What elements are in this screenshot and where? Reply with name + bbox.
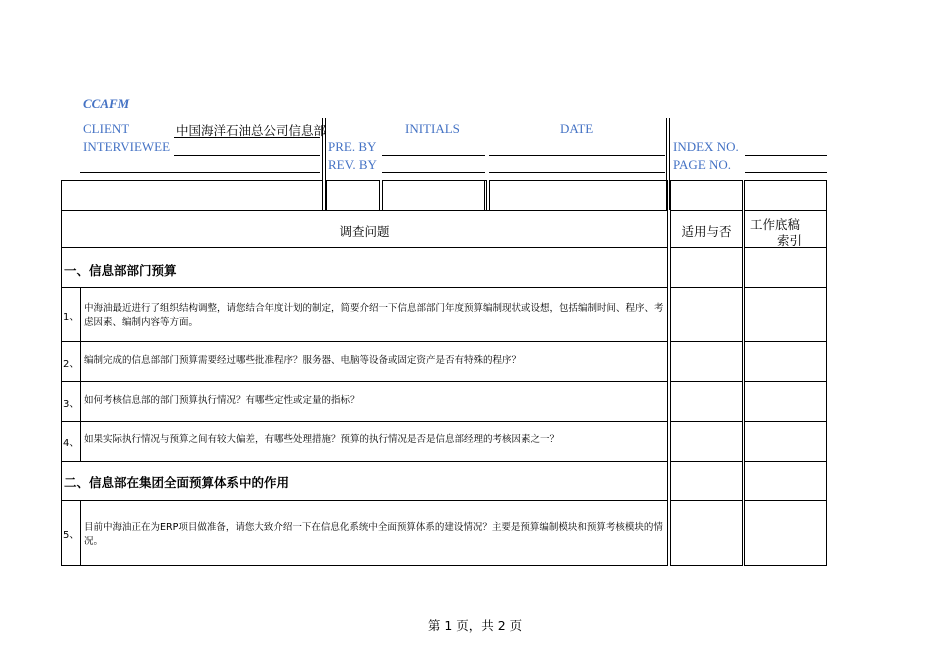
row-number: 3、 — [63, 399, 80, 410]
row-number-cell — [61, 287, 81, 342]
reference-cell[interactable] — [744, 247, 827, 288]
table-row — [80, 287, 668, 342]
rev-initials-line — [382, 172, 485, 173]
table-row — [80, 500, 668, 566]
index-line — [745, 155, 827, 156]
reference-header-cell — [744, 210, 827, 248]
applicable-column-title: 适用与否 — [681, 224, 732, 239]
blank-cell — [744, 180, 827, 211]
table-row — [80, 381, 668, 422]
interviewee-underline-2 — [80, 172, 320, 173]
question-header-cell — [61, 210, 668, 248]
prep-date-line — [489, 155, 665, 156]
page-line — [745, 172, 827, 173]
row-number-cell — [61, 421, 81, 462]
applicable-cell[interactable] — [670, 247, 743, 288]
client-label: CLIENT — [83, 121, 130, 136]
row-number-cell — [61, 341, 81, 382]
reference-cell[interactable] — [744, 341, 827, 382]
row-number: 2、 — [63, 359, 80, 370]
applicable-cell[interactable] — [670, 421, 743, 462]
table-row — [80, 341, 668, 382]
rev-date-line — [489, 172, 665, 173]
row-number-cell — [61, 381, 81, 422]
question-column-title: 调查问题 — [339, 224, 390, 239]
section-title-1: 一、信息部部门预算 — [64, 263, 177, 278]
question-text: 目前中海油正在为ERP项目做准备，请您大致介绍一下在信息化系统中全面预算体系的建设情况？主要是预算编制模块和预算考核模块的情况。 — [84, 522, 663, 547]
row-number: 5、 — [63, 530, 80, 541]
question-text: 编制完成的信息部部门预算需要经过哪些批准程序？服务器、电脑等设备或固定资产是否有特殊的程序？ — [84, 355, 522, 366]
reference-cell[interactable] — [744, 421, 827, 462]
initials-label: INITIALS — [405, 121, 460, 136]
reference-cell[interactable] — [744, 287, 827, 342]
page-footer: 第 1 页，共 2 页 — [427, 618, 523, 633]
reference-cell[interactable] — [744, 461, 827, 501]
row-number-cell — [61, 500, 81, 566]
section-title-2: 二、信息部在集团全面预算体系中的作用 — [64, 475, 290, 490]
blank-cell — [326, 180, 380, 211]
blank-cell — [61, 180, 323, 211]
interviewee-label: INTERVIEWEE — [83, 139, 171, 154]
index-label: INDEX NO. — [673, 139, 739, 154]
prep-label: PRE. BY — [328, 139, 377, 154]
row-number: 1、 — [63, 312, 80, 323]
applicable-cell[interactable] — [670, 381, 743, 422]
reference-cell[interactable] — [744, 381, 827, 422]
divider — [484, 180, 485, 211]
blank-cell — [382, 180, 487, 211]
reference-column-title-line2: 索引 — [777, 233, 803, 248]
client-underline — [174, 137, 320, 138]
blank-cell — [670, 180, 743, 211]
row-number: 4、 — [63, 438, 80, 449]
section-row — [61, 247, 668, 288]
page-label: PAGE NO. — [673, 157, 732, 172]
reference-cell[interactable] — [744, 500, 827, 566]
applicable-cell[interactable] — [670, 461, 743, 501]
applicable-header-cell — [670, 210, 743, 248]
question-text: 中海油最近进行了组织结构调整，请您结合年度计划的制定，简要介绍一下信息部部门年度预算编制现状或设想，包括编制时间、程序、考虑因素、编制内容等方面。 — [84, 303, 664, 328]
question-text: 如何考核信息部的部门预算执行情况？有哪些定性或定量的指标？ — [84, 395, 360, 406]
interviewee-underline — [174, 155, 320, 156]
reference-column-title-line1: 工作底稿 — [750, 217, 801, 232]
table-row — [80, 421, 668, 462]
section-row — [61, 461, 668, 501]
applicable-cell[interactable] — [670, 287, 743, 342]
client-value: 中国海洋石油总公司信息部 — [176, 123, 327, 138]
date-label: DATE — [560, 121, 594, 136]
prep-initials-line — [382, 155, 485, 156]
blank-cell — [489, 180, 668, 211]
applicable-cell[interactable] — [670, 341, 743, 382]
brand-logo: CCAFM — [83, 96, 130, 111]
rev-label: REV. BY — [328, 157, 377, 172]
applicable-cell[interactable] — [670, 500, 743, 566]
question-text: 如果实际执行情况与预算之间有较大偏差，有哪些处理措施？预算的执行情况是否是信息部经理的考核因素之一？ — [84, 434, 560, 445]
